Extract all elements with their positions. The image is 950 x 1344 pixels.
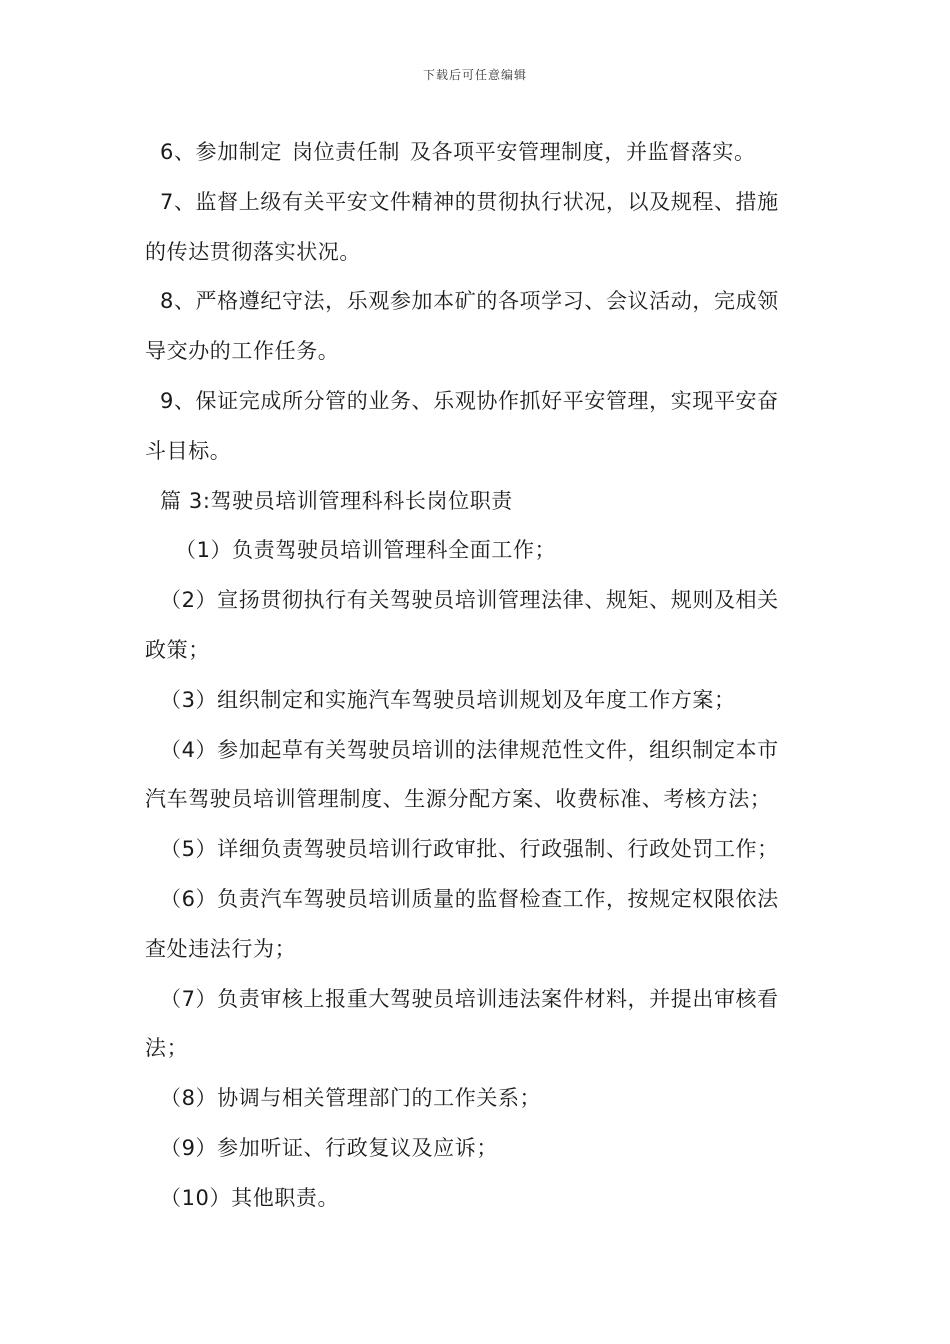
duty-item-9: （9）参加听证、行政复议及应诉； bbox=[160, 1135, 498, 1160]
page-header-note: 下载后可任意编辑 bbox=[422, 68, 527, 82]
duty-item-8: （8）协调与相关管理部门的工作关系； bbox=[160, 1086, 542, 1111]
paragraph-line-9b: 斗目标。 bbox=[145, 438, 232, 463]
line-6-part-c: 及各项平安管理制度，并监督落实。 bbox=[409, 140, 756, 164]
paragraph-line-9a: 9、保证完成所分管的业务、乐观协作抓好平安管理，实现平安奋 bbox=[160, 388, 779, 413]
line-6-part-a: 6、参加制定 bbox=[160, 140, 282, 164]
duty-item-7a: （7）负责审核上报重大驾驶员培训违法案件材料，并提出审核看 bbox=[160, 986, 779, 1011]
duty-item-2a: （2）宣扬贯彻执行有关驾驶员培训管理法律、规矩、规则及相关 bbox=[160, 588, 779, 613]
document-body bbox=[145, 128, 810, 1224]
duty-item-6b: 查处违法行为； bbox=[145, 936, 297, 961]
duty-item-10: （10）其他职责。 bbox=[160, 1185, 340, 1210]
duty-item-4a: （4）参加起草有关驾驶员培训的法律规范性文件，组织制定本市 bbox=[160, 737, 779, 762]
duty-item-7b: 法； bbox=[145, 1036, 189, 1061]
paragraph-line-7b: 的传达贯彻落实状况。 bbox=[145, 239, 361, 264]
section-heading: 篇 3:驾驶员培训管理科科长岗位职责 bbox=[160, 488, 513, 513]
duty-item-2b: 政策； bbox=[145, 637, 210, 662]
paragraph-line-8b: 导交办的工作任务。 bbox=[145, 339, 340, 364]
paragraph-line-6 bbox=[145, 128, 810, 178]
paragraph-line-7a: 7、监督上级有关平安文件精神的贯彻执行状况，以及规程、措施 bbox=[160, 189, 779, 214]
duty-item-6a: （6）负责汽车驾驶员培训质量的监督检查工作，按规定权限依法 bbox=[160, 886, 779, 911]
line-6-part-b: 岗位责任制 bbox=[291, 140, 400, 164]
duty-item-4b: 汽车驾驶员培训管理制度、生源分配方案、收费标准、考核方法； bbox=[145, 787, 772, 812]
paragraph-line-8a: 8、严格遵纪守法，乐观参加本矿的各项学习、会议活动，完成领 bbox=[160, 289, 779, 314]
duty-item-1: （1）负责驾驶员培训管理科全面工作； bbox=[175, 538, 557, 563]
duty-item-5: （5）详细负责驾驶员培训行政审批、行政强制、行政处罚工作； bbox=[160, 837, 779, 862]
duty-item-3: （3）组织制定和实施汽车驾驶员培训规划及年度工作方案； bbox=[160, 687, 736, 712]
